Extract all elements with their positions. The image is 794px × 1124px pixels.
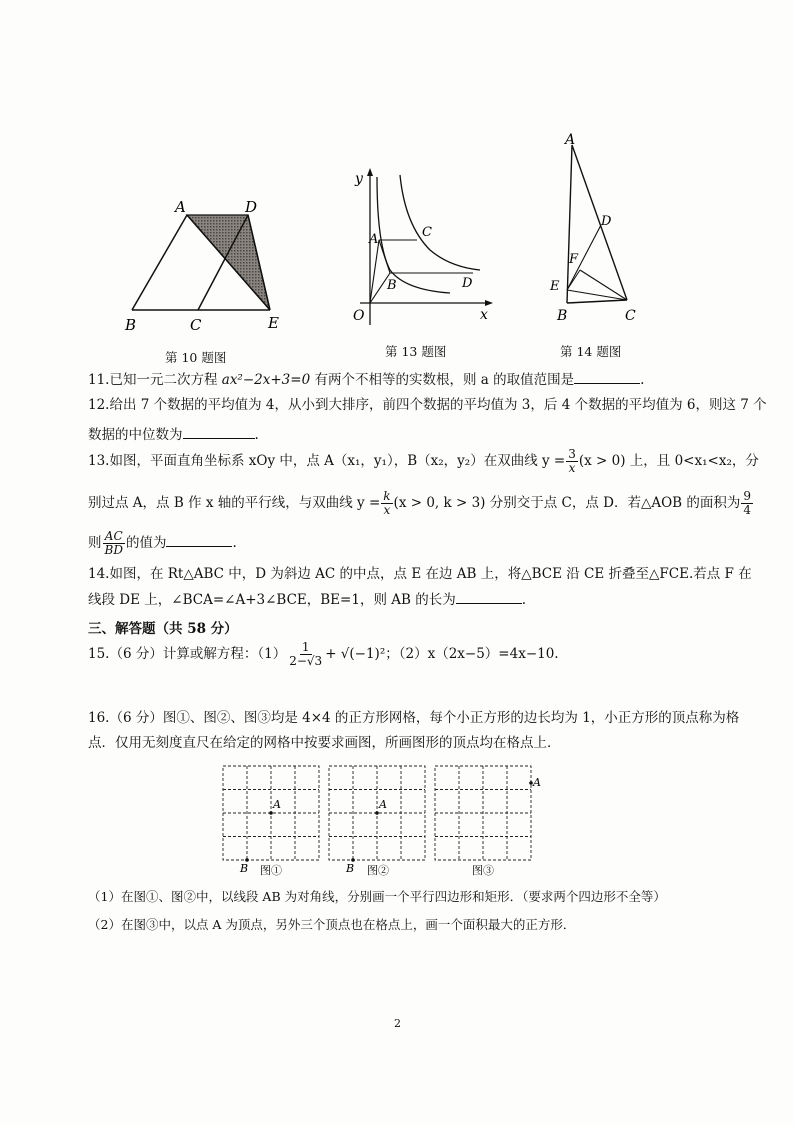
fig10-label-D: D	[245, 198, 258, 216]
answer-blank-13[interactable]	[166, 532, 232, 547]
figure-13	[345, 165, 500, 335]
question-14-line2: 线段 DE 上，∠BCA=∠A+3∠BCE，BE=1，则 AB 的长为 .	[88, 589, 526, 609]
fig10-label-B: B	[125, 316, 137, 334]
fig13-caption: 第 13 题图	[385, 344, 447, 359]
grid1-label-A: A	[273, 798, 281, 811]
fig10-label-A: A	[175, 198, 186, 216]
section-3-heading: 三、解答题（共 58 分）	[88, 621, 238, 637]
fig10-label-C: C	[190, 316, 202, 334]
page-number: 2	[394, 1017, 401, 1030]
fig14-label-C: C	[625, 308, 636, 324]
hyperbola-k	[400, 175, 480, 270]
question-12-line1: 12.给出 7 个数据的平均值为 4，从小到大排序，前四个数据的平均值为 3，后 4 个数据的平均值为 6，则这 7 个	[88, 397, 767, 413]
fig14-label-F: F	[569, 252, 579, 267]
question-13-line1: 13.如图，平面直角坐标系 xOy 中，点 A（x₁，y₁），B（x₂，y₂）在双曲线 y = $\frac{3}{x}$ (x > 0) 上，且 0<x₁<x₂，分	[88, 447, 759, 475]
grid3-label-A: A	[533, 776, 541, 789]
question-16-line1: 16.（6 分）图①、图②、图③均是 4×4 的正方形网格，每个小正方形的边长均为 1，小正方形的顶点称为格	[88, 710, 740, 726]
grid3-caption: 图③	[472, 864, 494, 877]
answer-blank-12[interactable]	[183, 424, 255, 439]
grid1-caption: 图①	[260, 864, 282, 877]
grid-1[interactable]	[223, 766, 319, 877]
fig13-label-C: C	[422, 225, 432, 240]
grid2-caption: 图②	[367, 864, 389, 877]
fig13-label-y: y	[355, 171, 363, 187]
fig13-label-x: x	[480, 307, 488, 323]
question-15: 15.（6 分）计算或解方程：（1） $\frac{1}{2-√3}$ + √(−1)²；（2）x（2x−5）=4x−10.	[88, 640, 559, 668]
question-16-line2: 点．仅用无刻度直尺在给定的网格中按要求画图，所画图形的顶点均在格点上．	[88, 735, 561, 751]
answer-blank-11[interactable]	[574, 369, 640, 384]
question-11: 11.已知一元二次方程 ax²−2x+3=0 有两个不相等的实数根，则 a 的取值范围是 .	[88, 369, 644, 389]
figure-14	[545, 130, 645, 330]
figure-10	[120, 190, 290, 340]
question-12-line2: 数据的中位数为 .	[88, 424, 259, 444]
grid2-label-A: A	[379, 798, 387, 811]
grid1-label-B: B	[240, 862, 249, 875]
answer-blank-14[interactable]	[456, 589, 522, 604]
fig13-label-O: O	[353, 308, 365, 324]
fig13-label-B: B	[387, 278, 397, 293]
fig13-label-A: A	[369, 232, 379, 247]
fig10-label-E: E	[268, 314, 279, 332]
question-13-line3: 则 $\frac{AC}{BD}$ 的值为 .	[88, 529, 237, 557]
grid-2[interactable]	[329, 766, 425, 877]
grid2-label-B: B	[346, 862, 355, 875]
fig14-label-D: D	[601, 214, 612, 229]
question-13-line2: 别过点 A，点 B 作 x 轴的平行线，与双曲线 y = $\frac{k}{x}$ (x > 0, k > 3) 分别交于点 C，点 D．若△AOB 的面积为 $\frac{9}{4}$	[88, 489, 752, 517]
question-16-sub1: （1）在图①、图②中，以线段 AB 为对角线，分别画一个平行四边形和矩形．（要求两个四边形不全等）	[88, 889, 666, 904]
question-14-line1: 14.如图，在 Rt△ABC 中，D 为斜边 AC 的中点，点 E 在边 AB 上，将△BCE 沿 CE 折叠至△FCE.若点 F 在	[88, 566, 752, 582]
grid-3[interactable]	[435, 766, 541, 877]
fig10-caption: 第 10 题图	[165, 350, 227, 365]
fig14-caption: 第 14 题图	[560, 344, 622, 359]
grid-figures	[215, 758, 555, 883]
fig14-label-B: B	[557, 308, 568, 324]
fig14-label-A: A	[565, 132, 576, 148]
fig14-label-E: E	[550, 279, 560, 294]
question-16-sub2: （2）在图③中，以点 A 为顶点，另外三个顶点也在格点上，画一个面积最大的正方形．	[88, 917, 576, 932]
fig13-label-D: D	[462, 276, 473, 291]
